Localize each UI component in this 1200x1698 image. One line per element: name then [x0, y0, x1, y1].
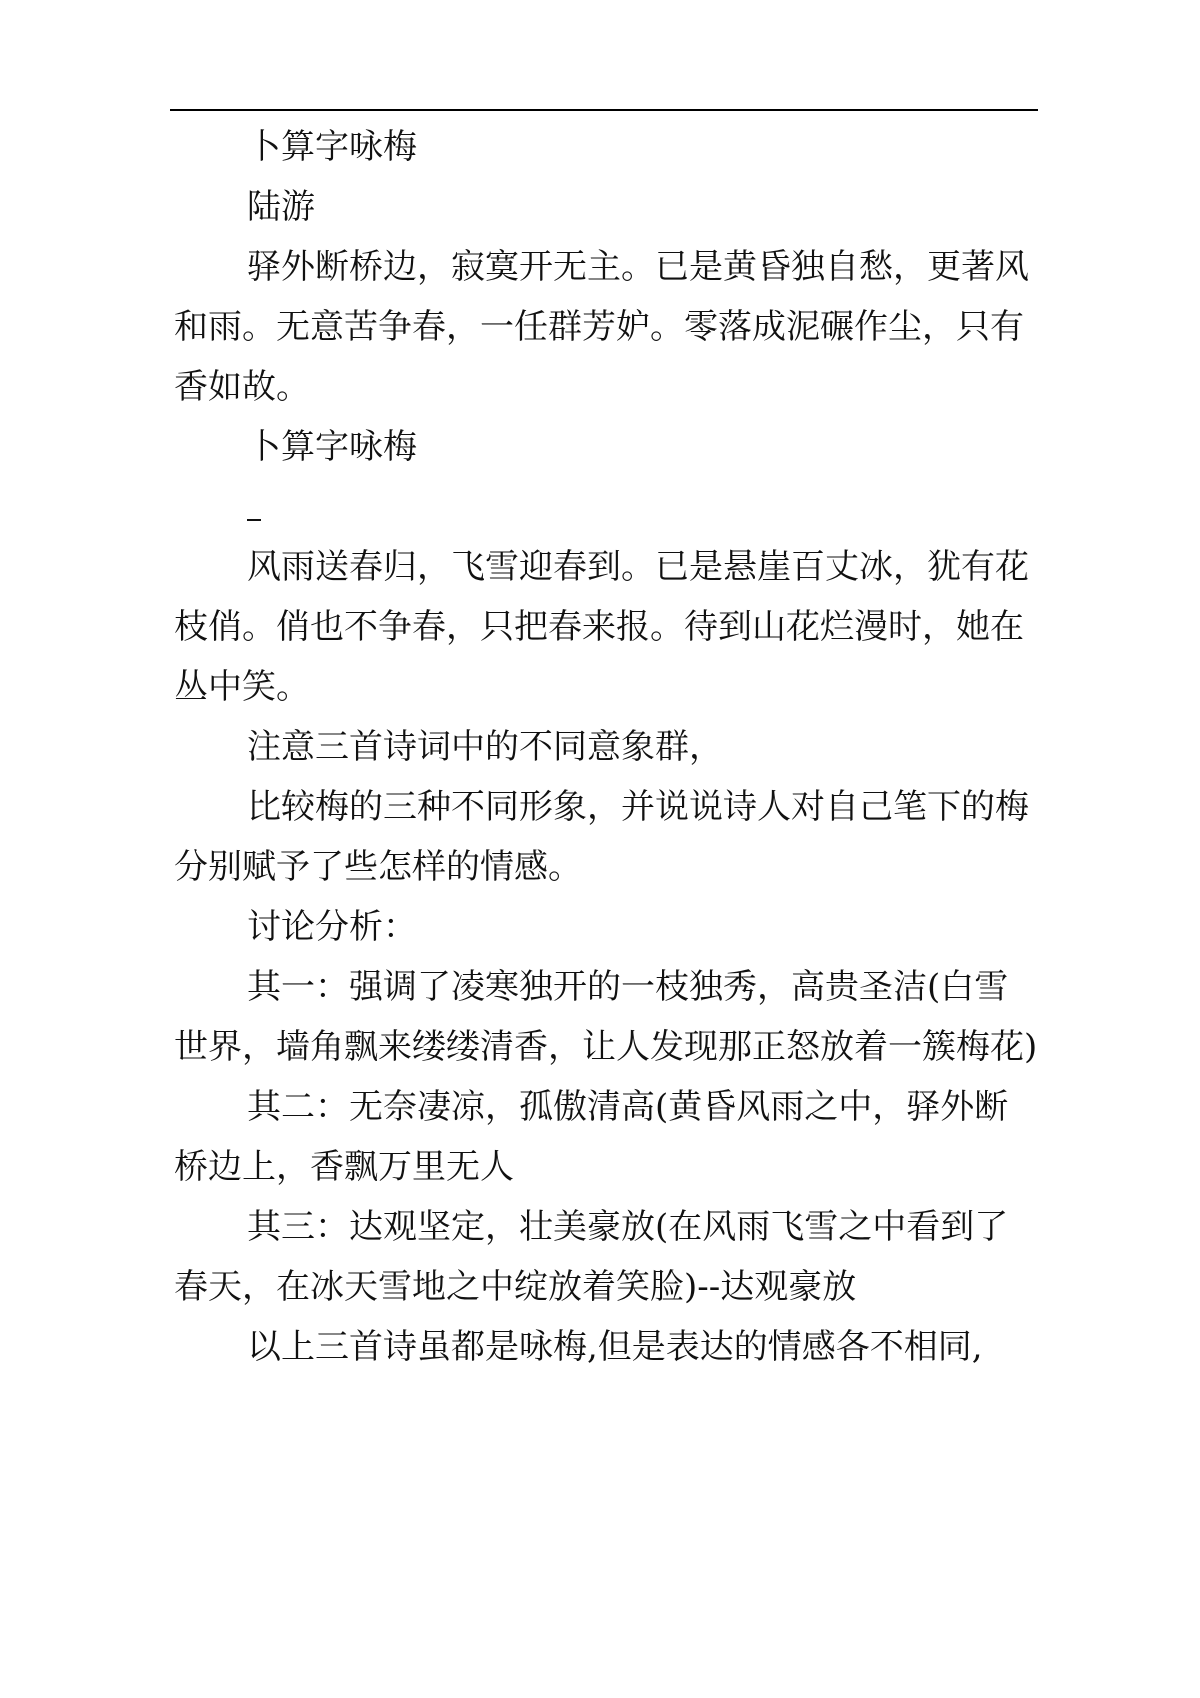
document-body	[174, 117, 1042, 1377]
poem-author-1: 陆游	[247, 187, 315, 227]
discussion-heading: 讨论分析：	[247, 907, 417, 947]
poem-title-2: 卜算字咏梅	[247, 427, 417, 467]
instruction-1: 注意三首诗词中的不同意象群，	[247, 727, 723, 767]
poem-text-1: 驿外断桥边，寂寞开无主。已是黄昏独自愁，更著风和雨。无意苦争春，一任群芳妒。零落成泥碾作尘，只有香如故。	[174, 247, 1029, 407]
summary: 以上三首诗虽都是咏梅,但是表达的情感各不相同,	[247, 1327, 983, 1367]
analysis-2: 其二：无奈凄凉，孤傲清高(黄昏风雨之中，驿外断桥边上，香飘万里无人	[174, 1087, 1009, 1187]
analysis-3: 其三：达观坚定，壮美豪放(在风雨飞雪之中看到了春天，在冰天雪地之中绽放着笑脸)--达观豪放	[174, 1207, 1009, 1307]
analysis-1: 其一：强调了凌寒独开的一枝独秀，高贵圣洁(白雪世界，墙角飘来缕缕清香，让人发现那正怒放着一簇梅花)	[174, 967, 1038, 1067]
instruction-2: 比较梅的三种不同形象，并说说诗人对自己笔下的梅分别赋予了些怎样的情感。	[174, 787, 1029, 887]
poem-title-1: 卜算字咏梅	[247, 127, 417, 167]
poem-text-2: 风雨送春归，飞雪迎春到。已是悬崖百丈冰，犹有花枝俏。俏也不争春，只把春来报。待到山花烂漫时，她在丛中笑。	[174, 547, 1029, 707]
header-rule	[170, 109, 1038, 111]
poem-author-placeholder	[247, 477, 261, 537]
